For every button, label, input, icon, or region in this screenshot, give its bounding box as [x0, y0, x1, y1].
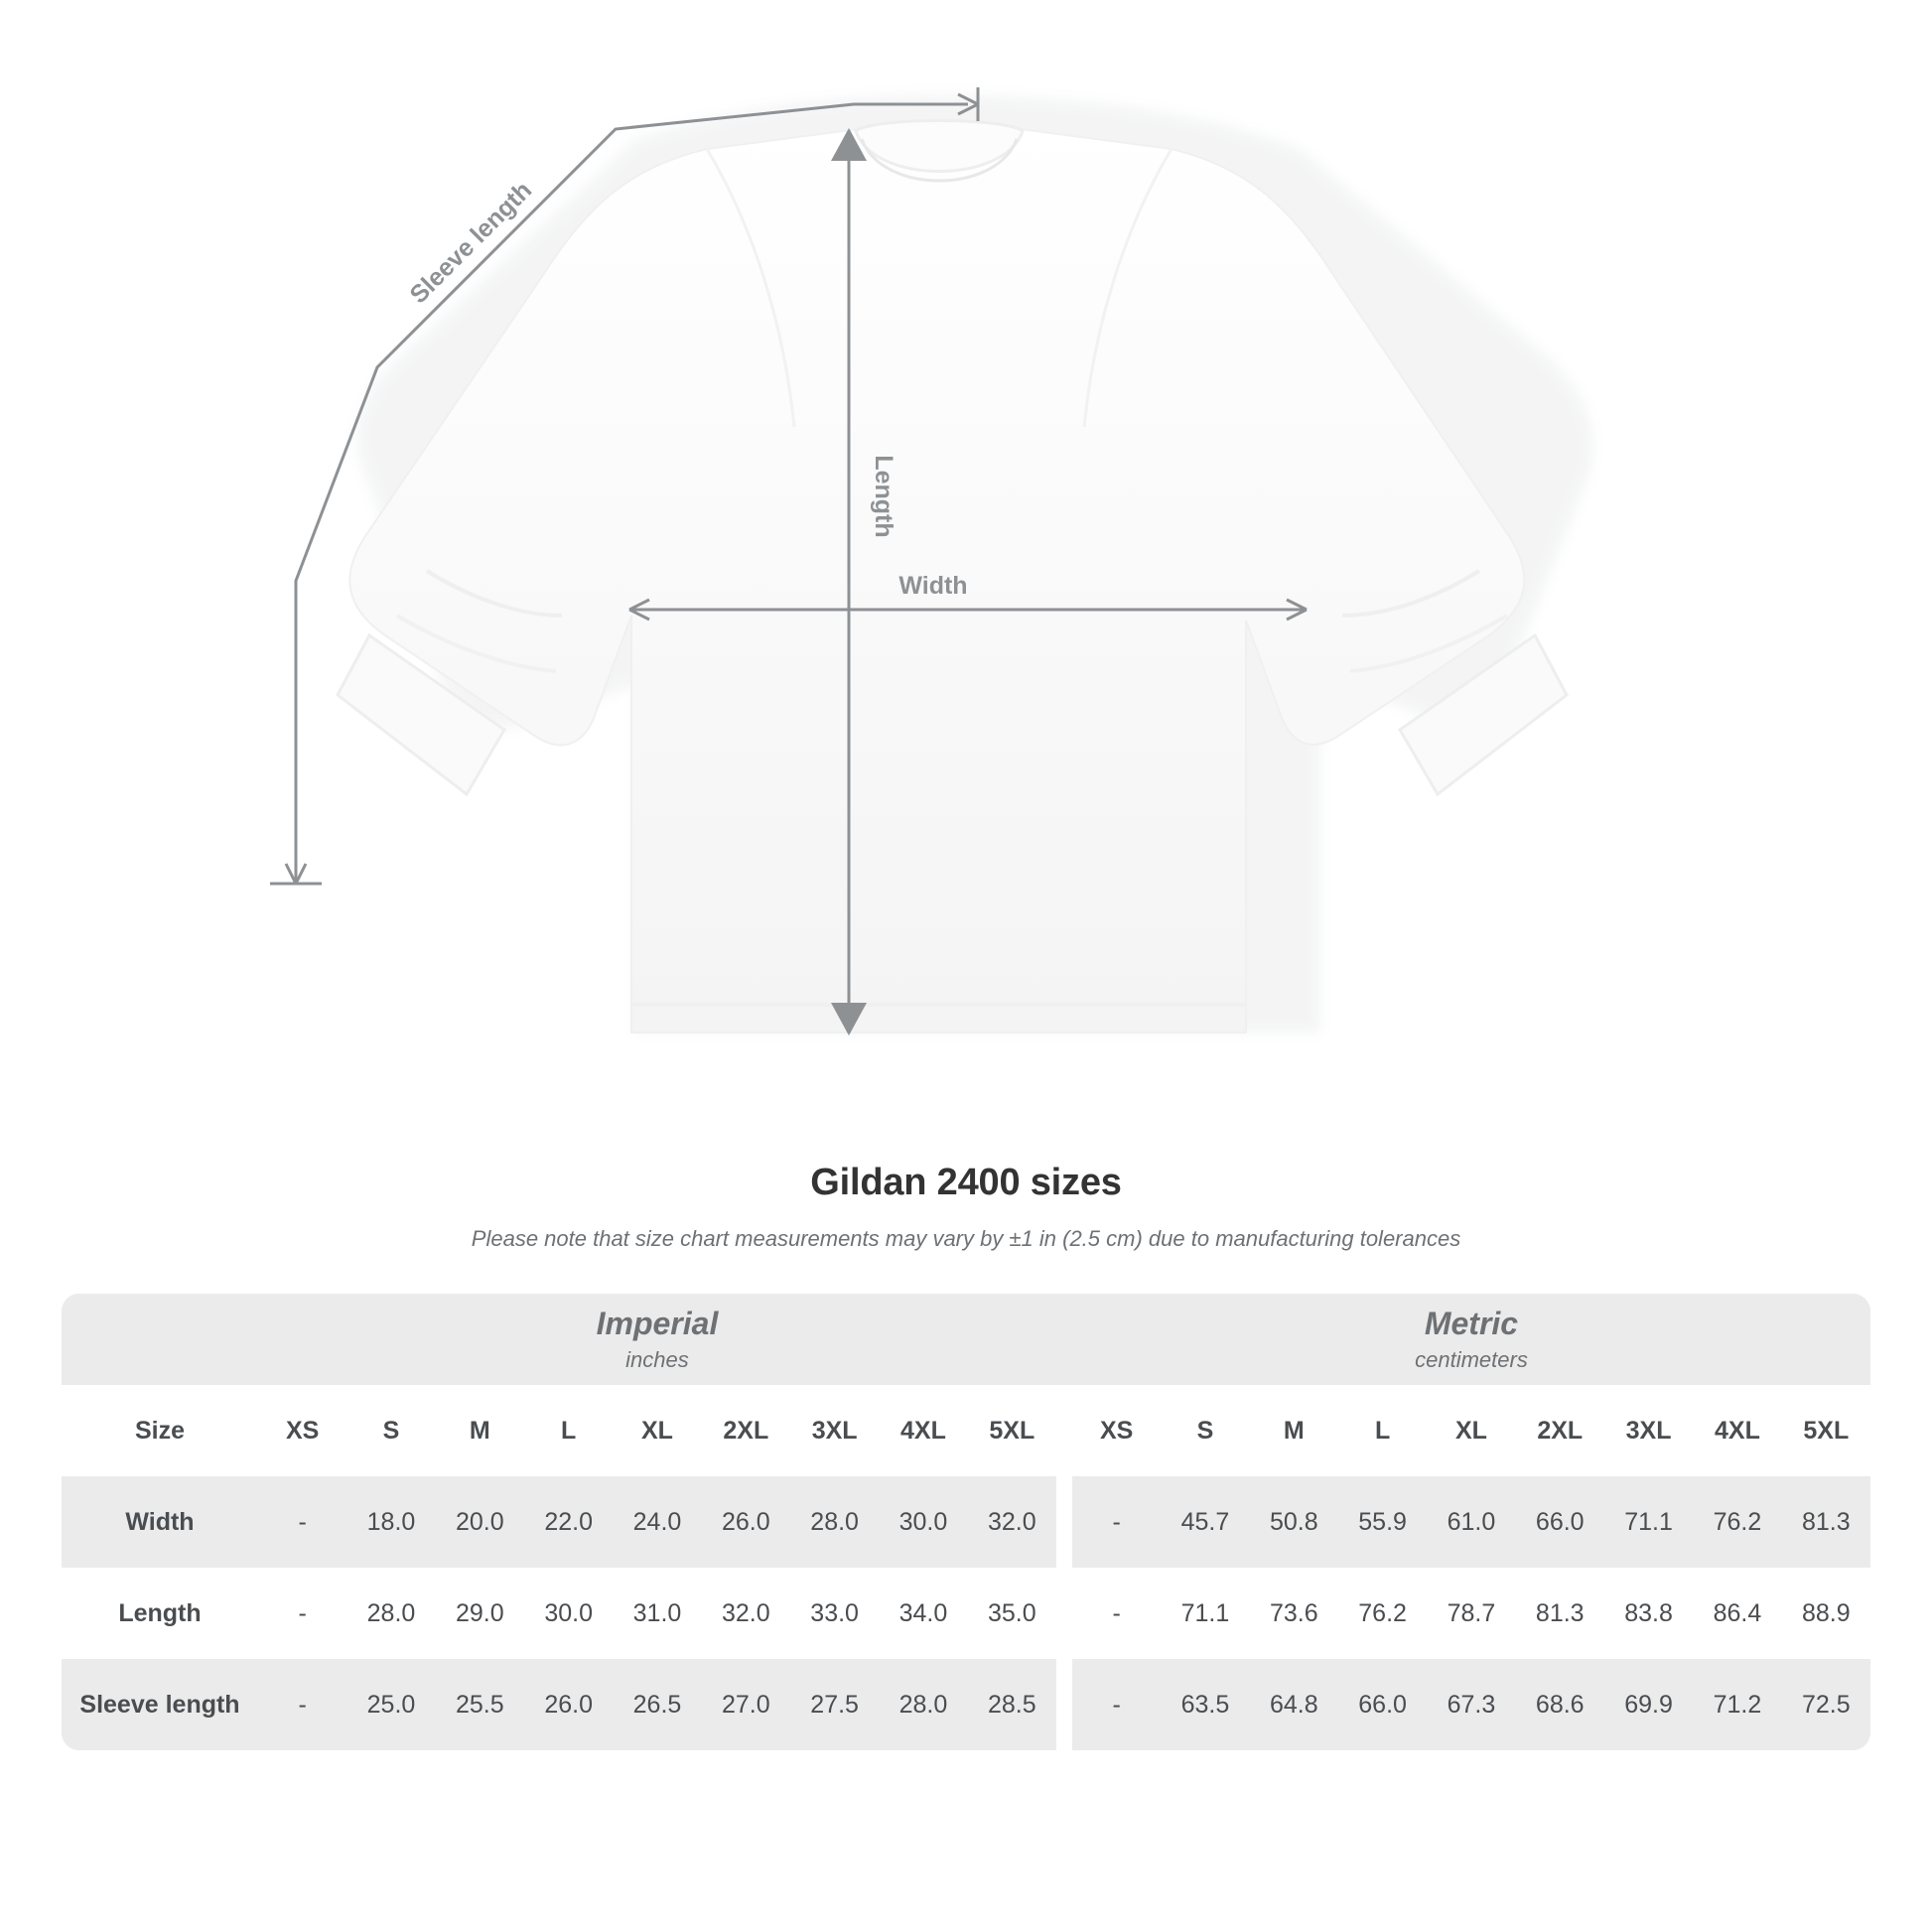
cell-width-cm-l: 55.9 — [1338, 1476, 1427, 1568]
cell-length-in-5xl: 35.0 — [968, 1568, 1056, 1659]
size-header-metric-xl: XL — [1427, 1385, 1515, 1476]
cell-width-cm-xl: 61.0 — [1427, 1476, 1515, 1568]
unit-header-gap — [1056, 1294, 1072, 1385]
size-header-label: Size — [62, 1385, 258, 1476]
size-header-metric-m: M — [1250, 1385, 1338, 1476]
cell-sleeve-in-4xl: 28.0 — [879, 1659, 967, 1750]
unit-header-imperial — [258, 1294, 1056, 1385]
cell-length-cm-5xl: 88.9 — [1782, 1568, 1870, 1659]
cell-length-in-2xl: 32.0 — [702, 1568, 790, 1659]
unit-name-metric: Metric — [1424, 1305, 1519, 1341]
row-label-width: Width — [62, 1476, 258, 1568]
size-table-wrapper — [62, 1294, 1870, 1750]
row-label-sleeve-length: Sleeve length — [62, 1659, 258, 1750]
size-header-gap — [1056, 1385, 1072, 1476]
cell-sleeve-cm-s: 63.5 — [1161, 1659, 1249, 1750]
size-header-metric-s: S — [1161, 1385, 1249, 1476]
cell-length-cm-xs: - — [1072, 1568, 1161, 1659]
cell-length-cm-s: 71.1 — [1161, 1568, 1249, 1659]
cell-width-in-s: 18.0 — [346, 1476, 435, 1568]
cell-width-cm-s: 45.7 — [1161, 1476, 1249, 1568]
cell-length-in-s: 28.0 — [346, 1568, 435, 1659]
cell-sleeve-cm-4xl: 71.2 — [1693, 1659, 1781, 1750]
size-header-imperial-3xl: 3XL — [790, 1385, 879, 1476]
cell-length-cm-l: 76.2 — [1338, 1568, 1427, 1659]
cell-length-in-l: 30.0 — [524, 1568, 613, 1659]
size-table — [62, 1294, 1870, 1750]
size-header-metric-3xl: 3XL — [1604, 1385, 1693, 1476]
cell-width-in-l: 22.0 — [524, 1476, 613, 1568]
cell-width-cm-2xl: 66.0 — [1516, 1476, 1604, 1568]
cell-width-in-xs: - — [258, 1476, 346, 1568]
cell-sleeve-cm-m: 64.8 — [1250, 1659, 1338, 1750]
cell-length-cm-m: 73.6 — [1250, 1568, 1338, 1659]
cell-length-in-m: 29.0 — [436, 1568, 524, 1659]
size-header-imperial-2xl: 2XL — [702, 1385, 790, 1476]
cell-width-in-4xl: 30.0 — [879, 1476, 967, 1568]
cell-width-cm-m: 50.8 — [1250, 1476, 1338, 1568]
cell-sleeve-cm-l: 66.0 — [1338, 1659, 1427, 1750]
length-label: Length — [870, 455, 897, 538]
cell-sleeve-in-xs: - — [258, 1659, 346, 1750]
size-header-imperial-s: S — [346, 1385, 435, 1476]
cell-width-cm-4xl: 76.2 — [1693, 1476, 1781, 1568]
cell-width-in-5xl: 32.0 — [968, 1476, 1056, 1568]
cell-length-cm-2xl: 81.3 — [1516, 1568, 1604, 1659]
row-width-gap — [1056, 1476, 1072, 1568]
size-header-imperial-m: M — [436, 1385, 524, 1476]
unit-sub-imperial: inches — [625, 1346, 689, 1372]
cell-sleeve-in-3xl: 27.5 — [790, 1659, 879, 1750]
unit-sub-metric: centimeters — [1415, 1346, 1528, 1372]
size-header-metric-xs: XS — [1072, 1385, 1161, 1476]
table-row-sleeve-length — [62, 1659, 1870, 1750]
size-header-imperial-l: L — [524, 1385, 613, 1476]
cell-sleeve-cm-3xl: 69.9 — [1604, 1659, 1693, 1750]
unit-header-row — [62, 1294, 1870, 1385]
cell-sleeve-in-5xl: 28.5 — [968, 1659, 1056, 1750]
cell-length-cm-4xl: 86.4 — [1693, 1568, 1781, 1659]
cell-length-cm-3xl: 83.8 — [1604, 1568, 1693, 1659]
cell-width-cm-3xl: 71.1 — [1604, 1476, 1693, 1568]
size-header-metric-l: L — [1338, 1385, 1427, 1476]
cell-length-in-4xl: 34.0 — [879, 1568, 967, 1659]
cell-sleeve-cm-xl: 67.3 — [1427, 1659, 1515, 1750]
unit-name-imperial: Imperial — [596, 1305, 719, 1341]
sleeve-length-label: Sleeve length — [404, 176, 538, 310]
cell-sleeve-in-m: 25.5 — [436, 1659, 524, 1750]
cell-length-cm-xl: 78.7 — [1427, 1568, 1515, 1659]
cell-sleeve-in-s: 25.0 — [346, 1659, 435, 1750]
table-row-width — [62, 1476, 1870, 1568]
row-label-length: Length — [62, 1568, 258, 1659]
page-title: Gildan 2400 sizes — [810, 1162, 1122, 1203]
size-header-imperial-5xl: 5XL — [968, 1385, 1056, 1476]
cell-sleeve-cm-2xl: 68.6 — [1516, 1659, 1604, 1750]
cell-length-in-xs: - — [258, 1568, 346, 1659]
cell-sleeve-in-l: 26.0 — [524, 1659, 613, 1750]
table-row-length — [62, 1568, 1870, 1659]
unit-header-spacer — [62, 1294, 258, 1385]
cell-width-in-xl: 24.0 — [613, 1476, 701, 1568]
cell-sleeve-cm-xs: - — [1072, 1659, 1161, 1750]
size-header-imperial-xs: XS — [258, 1385, 346, 1476]
width-label: Width — [898, 572, 968, 600]
size-header-imperial-xl: XL — [613, 1385, 701, 1476]
unit-header-metric — [1072, 1294, 1870, 1385]
cell-width-cm-5xl: 81.3 — [1782, 1476, 1870, 1568]
cell-length-in-3xl: 33.0 — [790, 1568, 879, 1659]
size-header-metric-4xl: 4XL — [1693, 1385, 1781, 1476]
size-header-metric-2xl: 2XL — [1516, 1385, 1604, 1476]
row-sleeve-gap — [1056, 1659, 1072, 1750]
cell-sleeve-in-xl: 26.5 — [613, 1659, 701, 1750]
size-header-imperial-4xl: 4XL — [879, 1385, 967, 1476]
cell-sleeve-cm-5xl: 72.5 — [1782, 1659, 1870, 1750]
cell-length-in-xl: 31.0 — [613, 1568, 701, 1659]
cell-width-cm-xs: - — [1072, 1476, 1161, 1568]
cell-width-in-3xl: 28.0 — [790, 1476, 879, 1568]
cell-width-in-2xl: 26.0 — [702, 1476, 790, 1568]
cell-width-in-m: 20.0 — [436, 1476, 524, 1568]
size-header-row — [62, 1385, 1870, 1476]
size-header-metric-5xl: 5XL — [1782, 1385, 1870, 1476]
cell-sleeve-in-2xl: 27.0 — [702, 1659, 790, 1750]
tolerance-note: Please note that size chart measurements may vary by ±1 in (2.5 cm) due to manufacturing tolerances — [471, 1226, 1461, 1251]
row-length-gap — [1056, 1568, 1072, 1659]
